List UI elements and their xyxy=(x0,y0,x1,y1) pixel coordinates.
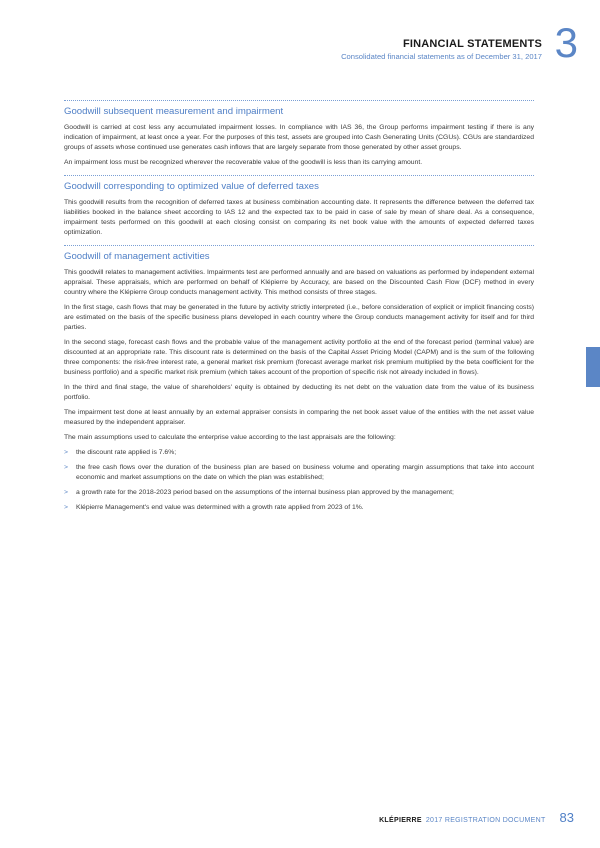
paragraph: In the second stage, forecast cash flows and the probable value of the management activity portfolio at the end of the forecast period (terminal value) are discounted at an appropriate rate. This discount rate is determined on the basis of the Capital Asset Pricing Model (CAPM) and is the sum of the following three components: the risk-free interest rate, a general market risk premium (forecast average market risk premium multiplied by the beta coefficient for the business portfolio) and a specific market risk premium (which takes account of the proportion of specific risk not already included in flows). xyxy=(64,339,534,376)
footer-brand: KLÉPIERRE xyxy=(379,817,422,824)
list-item xyxy=(64,503,534,513)
section-heading: Goodwill of management activities xyxy=(64,251,210,262)
paragraph: The impairment test done at least annually by an external appraiser consists in comparing the net book asset value of the entities with the net asset value measured by the independent appraiser. xyxy=(64,409,534,426)
list-item-text: the discount rate applied is 7.6%; xyxy=(76,449,177,456)
list-item-text: Klépierre Management's end value was determined with a growth rate applied from 2023 of 1%. xyxy=(76,504,364,511)
bullet-marker: > xyxy=(64,464,68,471)
bullet-marker: > xyxy=(64,504,68,511)
list-item-text: the free cash flows over the duration of the business plan are based on business volume and operating margin assumptions that take into account economic and market assumptions on the date on which the plan was established; xyxy=(76,464,534,481)
paragraph: The main assumptions used to calculate the enterprise value according to the last appraisals are the following: xyxy=(64,434,396,441)
chapter-number: 3 xyxy=(554,19,578,66)
list-item xyxy=(64,448,534,458)
footer-document-title: 2017 REGISTRATION DOCUMENT xyxy=(425,817,546,824)
section-heading: Goodwill subsequent measurement and impairment xyxy=(64,106,284,117)
assumptions-list xyxy=(64,448,534,513)
page-footer xyxy=(379,810,574,825)
page-number: 83 xyxy=(559,810,574,825)
list-item xyxy=(64,488,534,498)
list-item-text: a growth rate for the 2018-2023 period based on the assumptions of the internal business plan approved by the management; xyxy=(76,489,454,496)
paragraph: In the third and final stage, the value of shareholders' equity is obtained by deducting its net debt on the valuation date from the value of its business portfolio. xyxy=(64,384,534,401)
section-divider xyxy=(64,100,534,101)
paragraph: Goodwill is carried at cost less any accumulated impairment losses. In compliance with IAS 36, the Group performs impairment testing if there is any indication of impairment, at least once a year. For the purposes of this test, assets are grouped into Cash Generating Units (CGUs). CGUs are standardized groups of assets whose continued use generates cash inflows that are largely separate from those generated by other asset groups. xyxy=(64,124,534,151)
section-deferred-taxes xyxy=(64,175,534,238)
list-item xyxy=(64,463,534,483)
section-divider xyxy=(64,175,534,176)
section-heading: Goodwill corresponding to optimized value of deferred taxes xyxy=(64,181,319,192)
main-content xyxy=(64,100,534,520)
bullet-marker: > xyxy=(64,489,68,496)
paragraph: In the first stage, cash flows that may be generated in the future by activity strictly interpreted (i.e., before consideration of explicit or implicit financing costs) are estimated on the basis of the specific business plans developed in each country where the Group conducts management activity for itself and for third parties. xyxy=(64,304,534,331)
paragraph: This goodwill results from the recognition of deferred taxes at business combination accounting date. It represents the difference between the deferred tax liabilities booked in the balance sheet according to IAS 12 and the expected tax to be paid in case of sale by mean of share deal. As a consequence, impairment tests performed on this goodwill at each closing consist on comparing its net book value with the amounts of expected deferred taxes optimization. xyxy=(64,199,534,236)
page-header xyxy=(341,38,542,62)
section-management-activities xyxy=(64,245,534,513)
header-title: FINANCIAL STATEMENTS xyxy=(402,38,542,50)
bullet-marker: > xyxy=(64,449,68,456)
section-divider xyxy=(64,245,534,246)
paragraph: An impairment loss must be recognized wherever the recoverable value of the goodwill is less than its carrying amount. xyxy=(64,159,423,166)
section-goodwill-impairment xyxy=(64,100,534,168)
chapter-side-tab xyxy=(586,347,600,387)
header-subtitle: Consolidated financial statements as of December 31, 2017 xyxy=(341,52,542,61)
paragraph: This goodwill relates to management activities. Impairments test are performed annually and are based on valuations as performed by independent external appraisal. These appraisals, which are performed on behalf of Klépierre by Accuracy, are based on the Discounted Cash Flow (DCF) method in every country where the Klépierre Group conducts management activity. This method consists of three stages. xyxy=(64,269,534,296)
